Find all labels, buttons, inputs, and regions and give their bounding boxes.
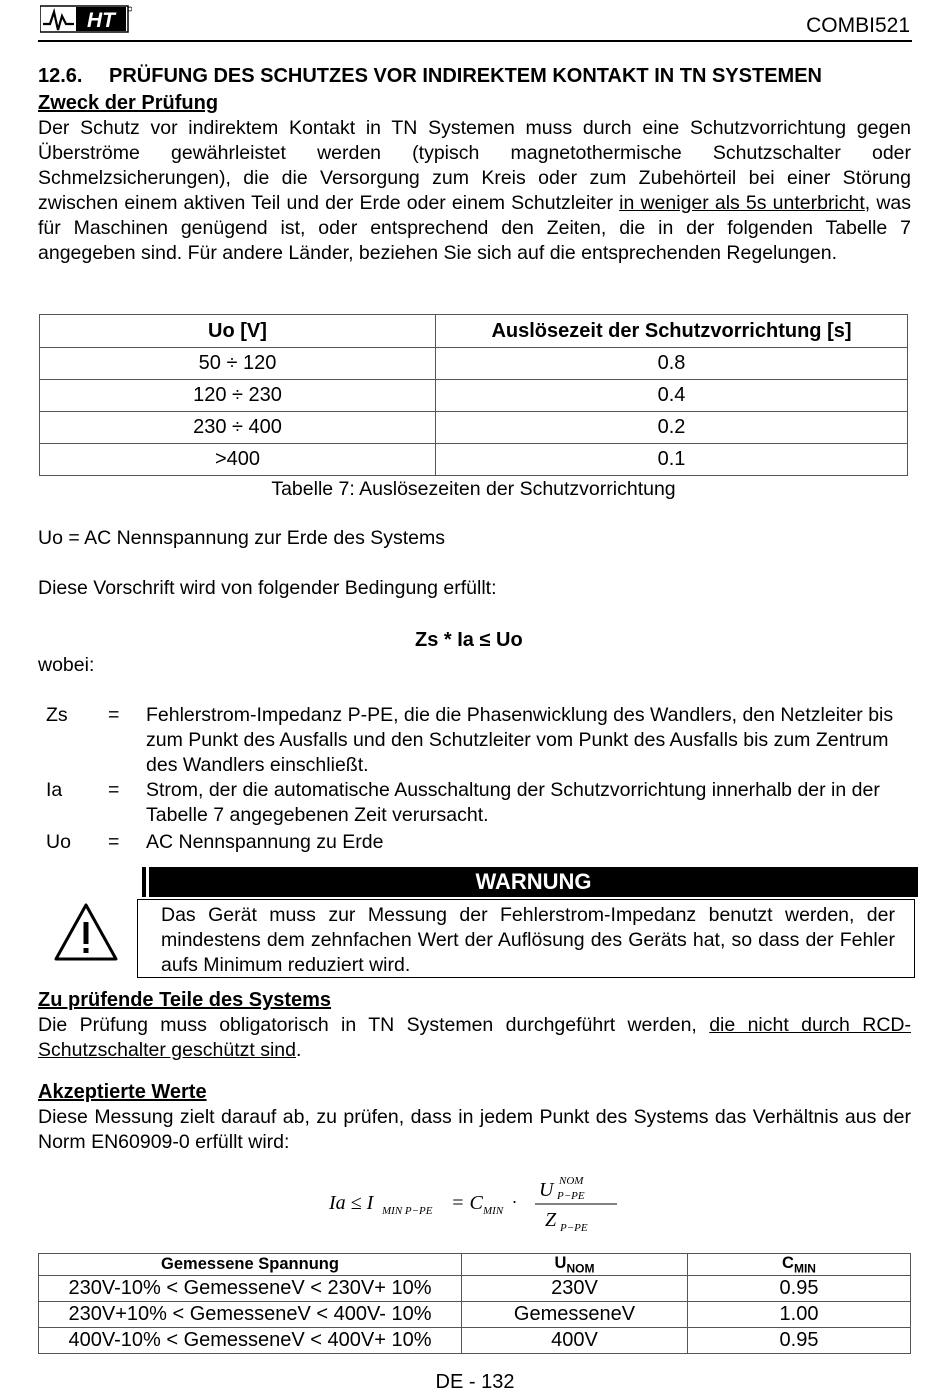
definition-item: [46, 778, 916, 828]
uo-definition: Uo = AC Nennspannung zur Erde des Systems: [38, 527, 446, 549]
section-title-text: PRÜFUNG DES SCHUTZES VOR INDIREKTEM KONTAKT IN TN SYSTEMEN: [109, 65, 822, 87]
accepted-section: [38, 1080, 911, 1155]
table-cell: 230V-10% < GemesseneV < 230V+ 10%: [39, 1276, 462, 1302]
formula-c-sub: MIN: [483, 1205, 504, 1217]
product-name: COMBI521: [806, 14, 910, 37]
table-cell: 50 ÷ 120: [40, 348, 436, 380]
parts-text-2: .: [295, 1039, 302, 1061]
definition-symbol: Ia: [46, 779, 63, 801]
voltage-table: [38, 1253, 911, 1354]
parts-section: [38, 988, 911, 1063]
table-row: [40, 444, 908, 476]
table-row: [39, 1276, 911, 1302]
table-header-row: [40, 315, 908, 348]
table-cell: 1.00: [688, 1302, 911, 1328]
column-header-trip-time: Auslösezeit der Schutzvorrichtung [s]: [436, 315, 908, 348]
header-subscript: NOM: [566, 1261, 595, 1276]
table-row: [40, 380, 908, 412]
formula-denominator: Z: [545, 1209, 557, 1231]
formula-dot: ·: [512, 1192, 517, 1212]
trip-time-table: [39, 314, 908, 476]
table-row: [40, 412, 908, 444]
header-text: U: [554, 1254, 567, 1272]
svg-text:HT: HT: [87, 9, 115, 32]
definition-item: [46, 703, 916, 778]
formula-denominator-sub: P−PE: [560, 1222, 588, 1234]
condition-intro: Diese Vorschrift wird von folgender Bedingung erfüllt:: [38, 577, 497, 599]
table-cell: 0.8: [436, 348, 908, 380]
table-cell: 0.2: [436, 412, 908, 444]
definition-text: AC Nennspannung zu Erde: [146, 831, 384, 853]
column-header-voltage: [39, 1254, 462, 1276]
condition-formula: Zs * Ia ≤ Uo: [415, 629, 523, 651]
warning-triangle-icon: [53, 902, 119, 962]
table-cell: 230V: [462, 1276, 688, 1302]
purpose-text-2: , was für Maschinen genügend ist, oder entsprechend den Zeiten, die in der folgenden Tabelle 7 angegeben sind. Für andere Länder, beziehen Sie sich auf die entsprechenden Regelungen.: [38, 192, 911, 264]
table-cell: 0.95: [688, 1328, 911, 1354]
table-row: [39, 1328, 911, 1354]
definition-equals: =: [108, 704, 120, 726]
purpose-paragraph: [38, 116, 911, 266]
table-cell: 0.4: [436, 380, 908, 412]
ht-logo: [40, 4, 132, 34]
table7-caption: Tabelle 7: Auslösezeiten der Schutzvorrichtung: [271, 478, 676, 500]
warning-title: WARNUNG: [146, 867, 918, 897]
table-cell: GemesseneV: [462, 1302, 688, 1328]
definition-equals: =: [108, 831, 120, 853]
parts-underlined: die nicht durch RCD-Schutzschalter geschützt sind: [38, 1014, 911, 1061]
parts-text-1: Die Prüfung muss obligatorisch in TN Systemen durchgeführt werden,: [38, 1014, 710, 1036]
purpose-text-1: Der Schutz vor indirektem Kontakt in TN Systemen muss durch eine Schutzvorrichtung gegen Überströme gewährleistet werden (typisch magnetothermische Schutzschalter oder Schmelzsicherungen), die die Versorgung zum Kreis oder zum Zubehörteil bei einer Störung zwischen einem aktiven Teil und der Erde oder einem Schutzleiter: [38, 117, 911, 214]
section-title: [38, 65, 822, 88]
table-row: [39, 1302, 911, 1328]
section-number: 12.6.: [38, 65, 83, 87]
limit-formula: [325, 1170, 625, 1240]
header-text: C: [782, 1254, 794, 1272]
table-cell: 400V-10% < GemesseneV < 400V+ 10%: [39, 1328, 462, 1354]
purpose-underlined: in weniger als 5s unterbricht: [619, 192, 865, 214]
table-cell: >400: [40, 444, 436, 476]
formula-numerator-sup: NOM: [559, 1175, 584, 1187]
formula-lhs-sub: MIN P−PE: [382, 1205, 433, 1217]
definition-equals: =: [108, 779, 120, 801]
page-number: DE - 132: [435, 1371, 515, 1393]
formula-c: = C: [451, 1192, 483, 1214]
column-header-unom: [462, 1254, 688, 1276]
warning-banner: [142, 867, 918, 897]
definition-symbol: Uo: [46, 831, 71, 853]
definitions-list: [46, 703, 916, 855]
formula-lhs: Ia ≤ I: [329, 1192, 374, 1214]
definition-symbol: Zs: [46, 704, 68, 726]
purpose-section: [38, 91, 911, 266]
table-cell: 400V: [462, 1328, 688, 1354]
table-cell: 230 ÷ 400: [40, 412, 436, 444]
formula-numerator: U: [539, 1179, 554, 1201]
column-header-cmin: [688, 1254, 911, 1276]
accepted-paragraph: Diese Messung zielt darauf ab, zu prüfen, dass in jedem Punkt des Systems das Verhältnis aus der Norm EN60909-0 erfüllt wird:: [38, 1106, 911, 1153]
header-subscript: MIN: [793, 1261, 816, 1276]
warning-text: Das Gerät muss zur Messung der Fehlerstrom-Impedanz benutzt werden, der mindestens dem zehnfachen Wert der Auflösung des Geräts hat, so dass der Fehler aufs Minimum reduziert wird.: [161, 904, 895, 976]
definition-text: Fehlerstrom-Impedanz P-PE, die die Phasenwicklung des Wandlers, den Netzleiter bis zum Punkt des Ausfalls und den Schutzleiter vom Punkt des Ausfalls bis zum Zentrum des Wandlers einschließt.: [146, 704, 894, 776]
accepted-heading: Akzeptierte Werte: [38, 1081, 207, 1103]
table-cell: 230V+10% < GemesseneV < 400V- 10%: [39, 1302, 462, 1328]
column-header-uo: Uo [V]: [40, 315, 436, 348]
wobei-label: wobei:: [38, 654, 95, 676]
parts-heading: Zu prüfende Teile des Systems: [38, 989, 332, 1011]
header-divider: [38, 40, 912, 42]
purpose-heading: Zweck der Prüfung: [38, 92, 219, 114]
formula-numerator-sub: P−PE: [557, 1190, 585, 1202]
table-cell: 0.95: [688, 1276, 911, 1302]
table-cell: 120 ÷ 230: [40, 380, 436, 412]
definition-text: Strom, der die automatische Ausschaltung der Schutzvorrichtung innerhalb der in der Tabelle 7 angegebenen Zeit verursacht.: [146, 779, 880, 826]
parts-paragraph: [38, 1013, 911, 1063]
table-cell: 0.1: [436, 444, 908, 476]
table-row: [40, 348, 908, 380]
header-text: Gemessene Spannung: [161, 1255, 339, 1274]
table-header-row: [39, 1254, 911, 1276]
definition-item: [46, 830, 916, 855]
